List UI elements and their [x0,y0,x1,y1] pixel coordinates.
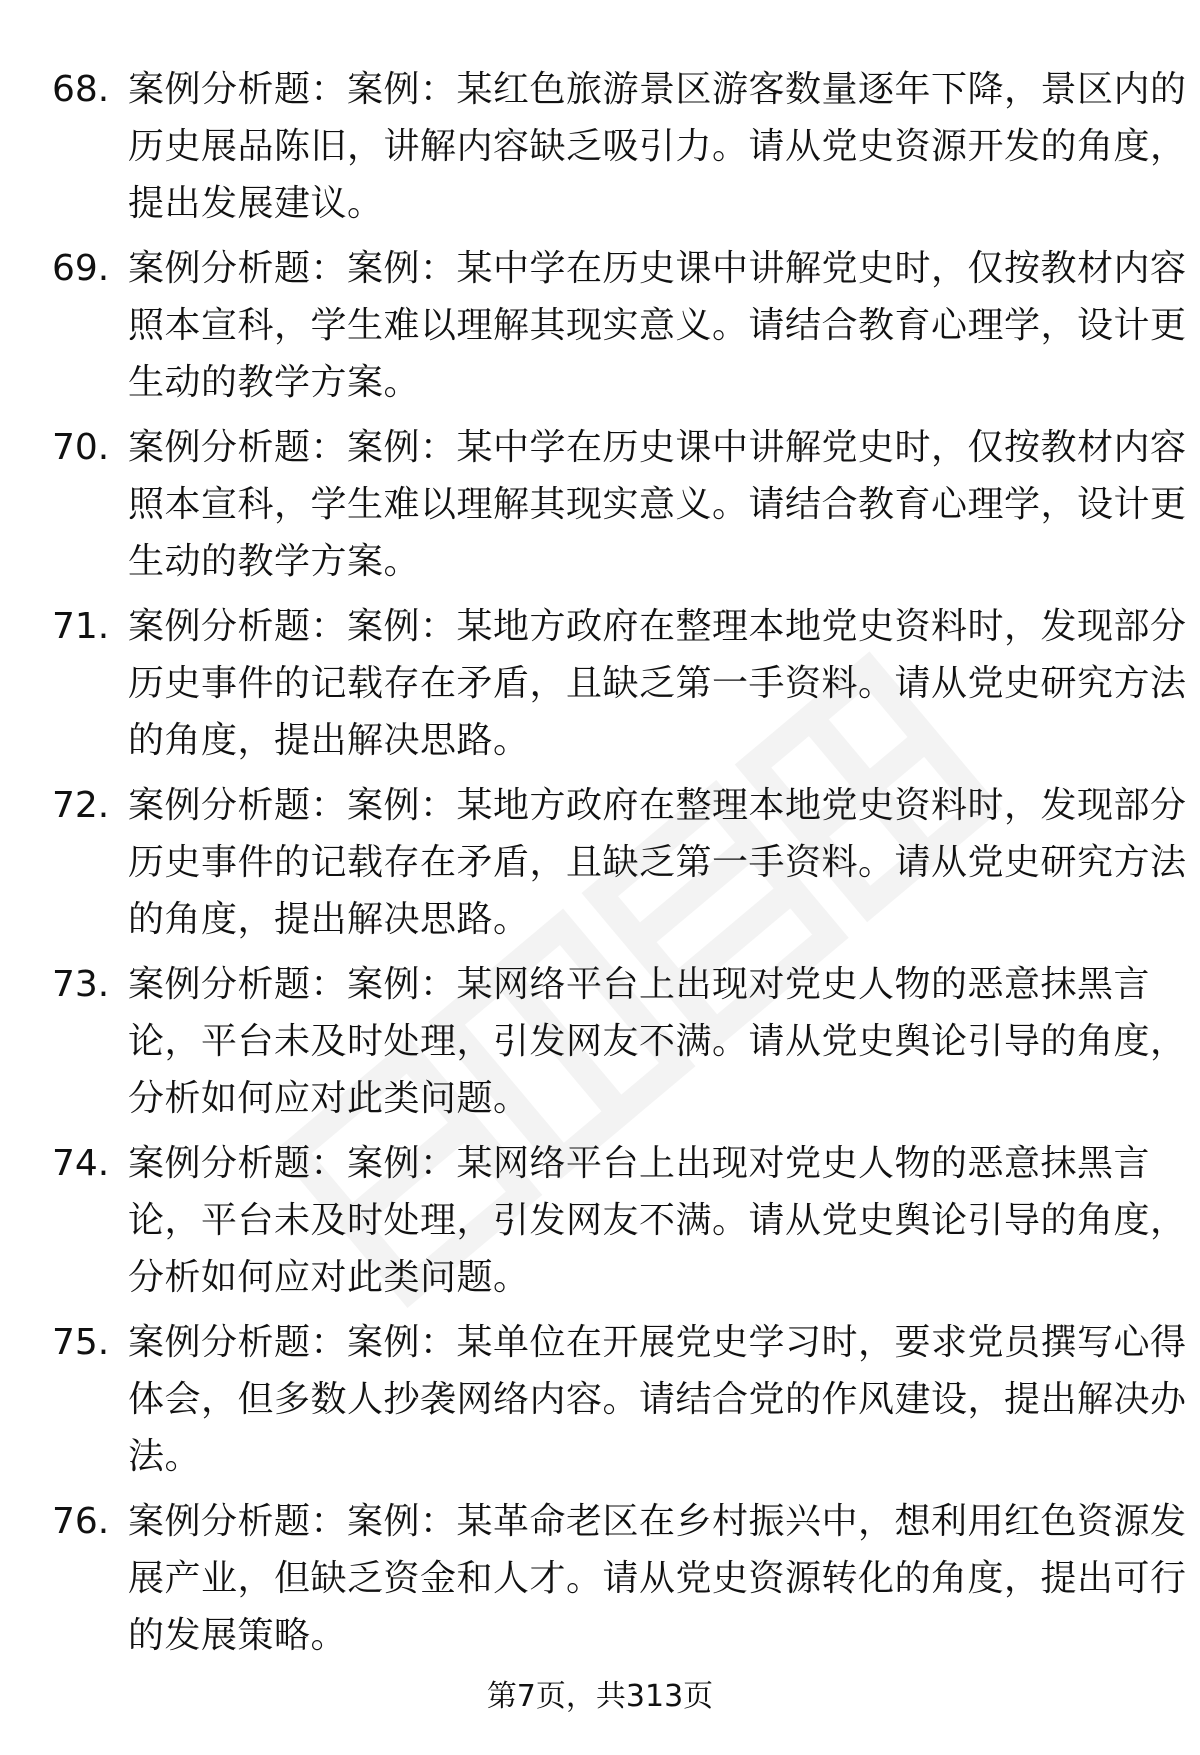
question-text: 案例分析题：案例：某中学在历史课中讲解党史时，仅按教材内容照本宣科，学生难以理解其现实意义。请结合教育心理学，设计更生动的教学方案。 [128,427,1187,582]
question-number: 71. [52,606,110,647]
question-number: 75. [52,1322,110,1363]
question-text: 案例分析题：案例：某网络平台上出现对党史人物的恶意抹黑言论，平台未及时处理，引发网友不满。请从党史舆论引导的角度，分析如何应对此类问题。 [128,964,1187,1119]
question-text: 案例分析题：案例：某地方政府在整理本地党史资料时，发现部分历史事件的记载存在矛盾，且缺乏第一手资料。请从党史研究方法的角度，提出解决思路。 [128,785,1187,940]
question-number: 74. [52,1143,110,1184]
question-text: 案例分析题：案例：某中学在历史课中讲解党史时，仅按教材内容照本宣科，学生难以理解其现实意义。请结合教育心理学，设计更生动的教学方案。 [128,248,1187,403]
question-number: 69. [52,248,110,289]
question-number: 68. [52,69,110,110]
question-number: 70. [52,427,110,468]
question-text: 案例分析题：案例：某单位在开展党史学习时，要求党员撰写心得体会，但多数人抄袭网络内容。请结合党的作风建设，提出解决办法。 [128,1322,1187,1477]
question-text: 案例分析题：案例：某红色旅游景区游客数量逐年下降，景区内的历史展品陈旧，讲解内容缺乏吸引力。请从党史资源开发的角度，提出发展建议。 [128,69,1187,224]
question-text: 案例分析题：案例：某地方政府在整理本地党史资料时，发现部分历史事件的记载存在矛盾，且缺乏第一手资料。请从党史研究方法的角度，提出解决思路。 [128,606,1187,761]
question-number: 73. [52,964,110,1005]
question-number: 76. [52,1501,110,1542]
question-text: 案例分析题：案例：某网络平台上出现对党史人物的恶意抹黑言论，平台未及时处理，引发网友不满。请从党史舆论引导的角度，分析如何应对此类问题。 [128,1143,1187,1298]
page-footer: 第7页，共313页 [486,1679,714,1714]
question-text: 案例分析题：案例：某革命老区在乡村振兴中，想利用红色资源发展产业，但缺乏资金和人才。请从党史资源转化的角度，提出可行的发展策略。 [128,1501,1187,1656]
question-number: 72. [52,785,110,826]
